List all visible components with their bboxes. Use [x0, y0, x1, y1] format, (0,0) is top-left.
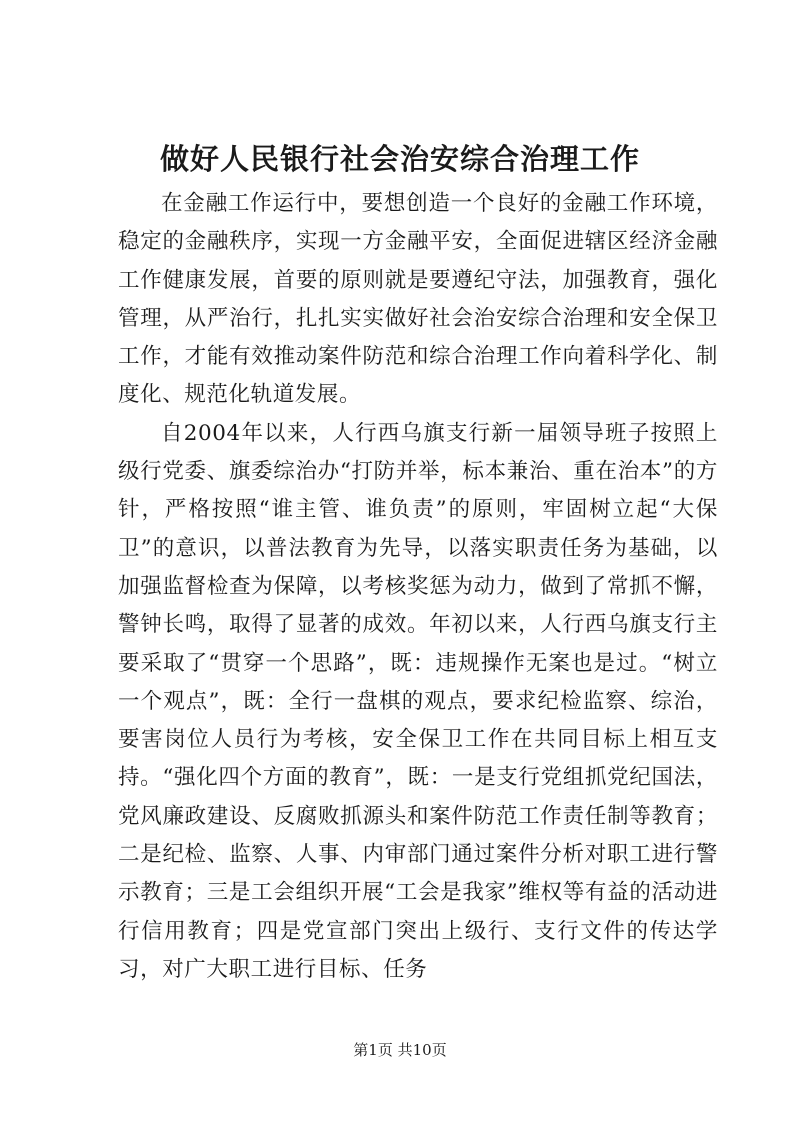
paragraph-2: 自2004年以来，人行西乌旗支行新一届领导班子按照上级行党委、旗委综治办“打防并举，标本兼治、重在治本”的方针，严格按照“谁主管、谁负责”的原则，牢固树立起“大保卫”的意识，以普法教育为先导，以落实职责任务为基础，以加强监督检查为保障，以考核奖惩为动力，做到了常抓不懈，警钟长鸣，取得了显著的成效。年初以来，人行西乌旗支行主要采取了“贯穿一个思路”，既：违规操作无案也是过。“树立一个观点”，既：全行一盘棋的观点，要求纪检监察、综治，要害岗位人员行为考核，安全保卫工作在共同目标上相互支持。“强化四个方面的教育”，既：一是支行党组抓党纪国法，党风廉政建设、反腐败抓源头和案件防范工作责任制等教育；二是纪检、监察、人事、内审部门通过案件分析对职工进行警示教育；三是工会组织开展“工会是我家”维权等有益的活动进行信用教育；四是党宣部门突出上级行、支行文件的传达学习，对广大职工进行目标、任务 [118, 420, 718, 982]
paragraph-1: 在金融工作运行中，要想创造一个良好的金融工作环境，稳定的金融秩序，实现一方金融平安，全面促进辖区经济金融工作健康发展，首要的原则就是要遵纪守法，加强教育，强化管理，从严治行，扎扎实实做好社会治安综合治理和安全保卫工作，才能有效推动案件防范和综合治理工作向着科学化、制度化、规范化轨道发展。 [118, 191, 718, 408]
page-number-footer: 第1页 共10页 [353, 1041, 447, 1059]
document-body [118, 185, 718, 989]
document-title: 做好人民银行社会治安综合治理工作 [159, 142, 640, 176]
